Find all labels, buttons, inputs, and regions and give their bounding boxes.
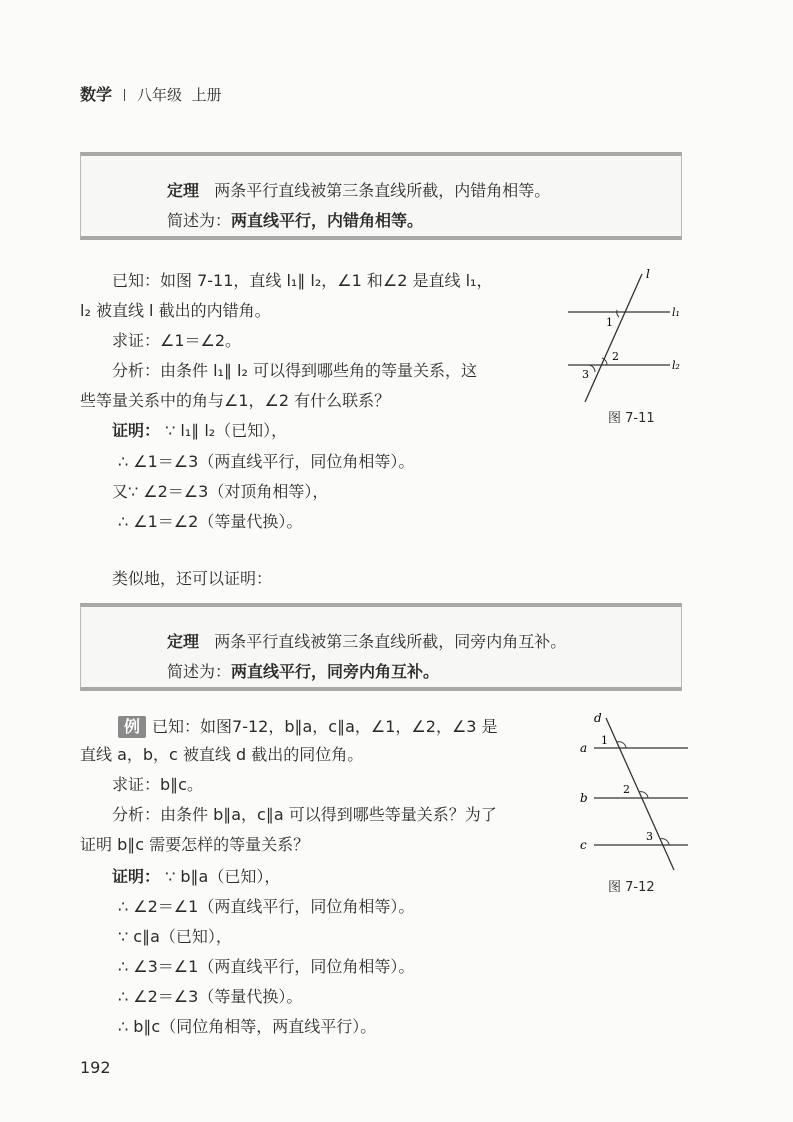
header-subject: 数学 bbox=[80, 85, 113, 104]
line-d bbox=[606, 718, 674, 870]
example-step-6: ∴ b∥c（同位角相等，两直线平行）。 bbox=[118, 1017, 377, 1036]
angle-1-arc bbox=[617, 310, 619, 317]
similarly-text: 类似地，还可以证明： bbox=[112, 569, 273, 588]
proof-1-label: 证明： bbox=[112, 421, 161, 440]
label-a: a bbox=[580, 741, 588, 755]
theorem-1-summary bbox=[167, 208, 423, 231]
page-number: 192 bbox=[80, 1058, 111, 1077]
label-angle-1: 1 bbox=[606, 316, 613, 329]
proof-1-given-line-2: l₂ 被直线 l 截出的内错角。 bbox=[80, 301, 271, 320]
running-header bbox=[80, 82, 222, 105]
proof-1-step-3: 又∵ ∠2＝∠3（对顶角相等）， bbox=[112, 482, 329, 501]
example-analysis-line-1: 分析：由条件 b∥a，c∥a 可以得到哪些等量关系？为了 bbox=[112, 805, 497, 824]
theorem-1-summary-prefix: 简述为： bbox=[167, 211, 232, 230]
figure-7-11-caption: 图 7-11 bbox=[608, 411, 655, 426]
label-d: d bbox=[594, 711, 602, 725]
proof-1-prove: 求证：∠1＝∠2。 bbox=[112, 331, 242, 350]
example-badge: 例 bbox=[118, 716, 146, 738]
figure-7-11 bbox=[560, 262, 690, 412]
theorem-2-text: 两条平行直线被第三条直线所截，同旁内角互补。 bbox=[214, 632, 567, 651]
example-given-line-1 bbox=[118, 716, 498, 738]
theorem-1-text: 两条平行直线被第三条直线所截，内错角相等。 bbox=[214, 181, 551, 200]
figure-7-12 bbox=[574, 710, 694, 880]
proof-1-given-line-1: 已知：如图 7-11，直线 l₁∥ l₂，∠1 和∠2 是直线 l₁， bbox=[112, 271, 493, 290]
example-step-4: ∴ ∠3＝∠1（两直线平行，同位角相等）。 bbox=[118, 957, 415, 976]
label-l1: l₁ bbox=[672, 306, 680, 319]
theorem-1-summary-text: 两直线平行，内错角相等。 bbox=[231, 211, 424, 230]
header-divider bbox=[124, 89, 125, 101]
theorem-box-1 bbox=[80, 152, 682, 240]
proof-1-step-2: ∴ ∠1＝∠3（两直线平行，同位角相等）。 bbox=[118, 452, 415, 471]
header-volume: 上册 bbox=[191, 86, 222, 104]
line-l bbox=[585, 274, 642, 402]
theorem-2-summary-text: 两直线平行，同旁内角互补。 bbox=[231, 662, 440, 681]
label-angle-3: 3 bbox=[646, 830, 653, 843]
proof-1-step-4: ∴ ∠1＝∠2（等量代换）。 bbox=[118, 512, 303, 531]
label-angle-1: 1 bbox=[601, 734, 608, 747]
label-angle-3: 3 bbox=[582, 368, 589, 381]
label-l2: l₂ bbox=[672, 359, 680, 372]
label-b: b bbox=[580, 791, 588, 805]
example-given-line-2: 直线 a，b，c 被直线 d 截出的同位角。 bbox=[80, 745, 364, 764]
theorem-2-summary bbox=[167, 659, 439, 682]
theorem-2-label: 定理 bbox=[167, 632, 200, 651]
header-grade: 八年级 bbox=[137, 86, 183, 104]
theorem-1-statement bbox=[167, 178, 550, 201]
example-step-1 bbox=[112, 866, 280, 888]
label-l: l bbox=[646, 267, 650, 281]
example-proof-label: 证明： bbox=[112, 867, 161, 886]
label-c: c bbox=[580, 838, 587, 852]
example-step-1-text: ∵ b∥a（已知）， bbox=[165, 867, 281, 886]
example-step-2: ∴ ∠2＝∠1（两直线平行，同位角相等）。 bbox=[118, 897, 415, 916]
example-step-3: ∵ c∥a（已知）， bbox=[118, 927, 232, 946]
label-angle-2: 2 bbox=[623, 783, 630, 796]
proof-1-analysis-line-1: 分析：由条件 l₁∥ l₂ 可以得到哪些角的等量关系，这 bbox=[112, 361, 477, 380]
label-angle-2: 2 bbox=[612, 350, 619, 363]
figure-7-12-caption: 图 7-12 bbox=[608, 880, 655, 895]
example-analysis-line-2: 证明 b∥c 需要怎样的等量关系？ bbox=[80, 835, 310, 854]
example-prove: 求证：b∥c。 bbox=[112, 775, 203, 794]
example-given-line-1-text: 已知：如图7-12，b∥a，c∥a，∠1，∠2，∠3 是 bbox=[152, 717, 498, 736]
example-step-5: ∴ ∠2＝∠3（等量代换）。 bbox=[118, 987, 303, 1006]
theorem-2-statement bbox=[167, 629, 566, 652]
theorem-box-2 bbox=[80, 603, 682, 691]
theorem-2-summary-prefix: 简述为： bbox=[167, 662, 232, 681]
theorem-1-label: 定理 bbox=[167, 181, 200, 200]
proof-1-step-1-text: ∵ l₁∥ l₂（已知）， bbox=[165, 421, 288, 440]
angle-3-arc bbox=[589, 365, 595, 372]
proof-1-step-1 bbox=[112, 420, 287, 442]
proof-1-analysis-line-2: 些等量关系中的角与∠1，∠2 有什么联系？ bbox=[80, 391, 391, 410]
